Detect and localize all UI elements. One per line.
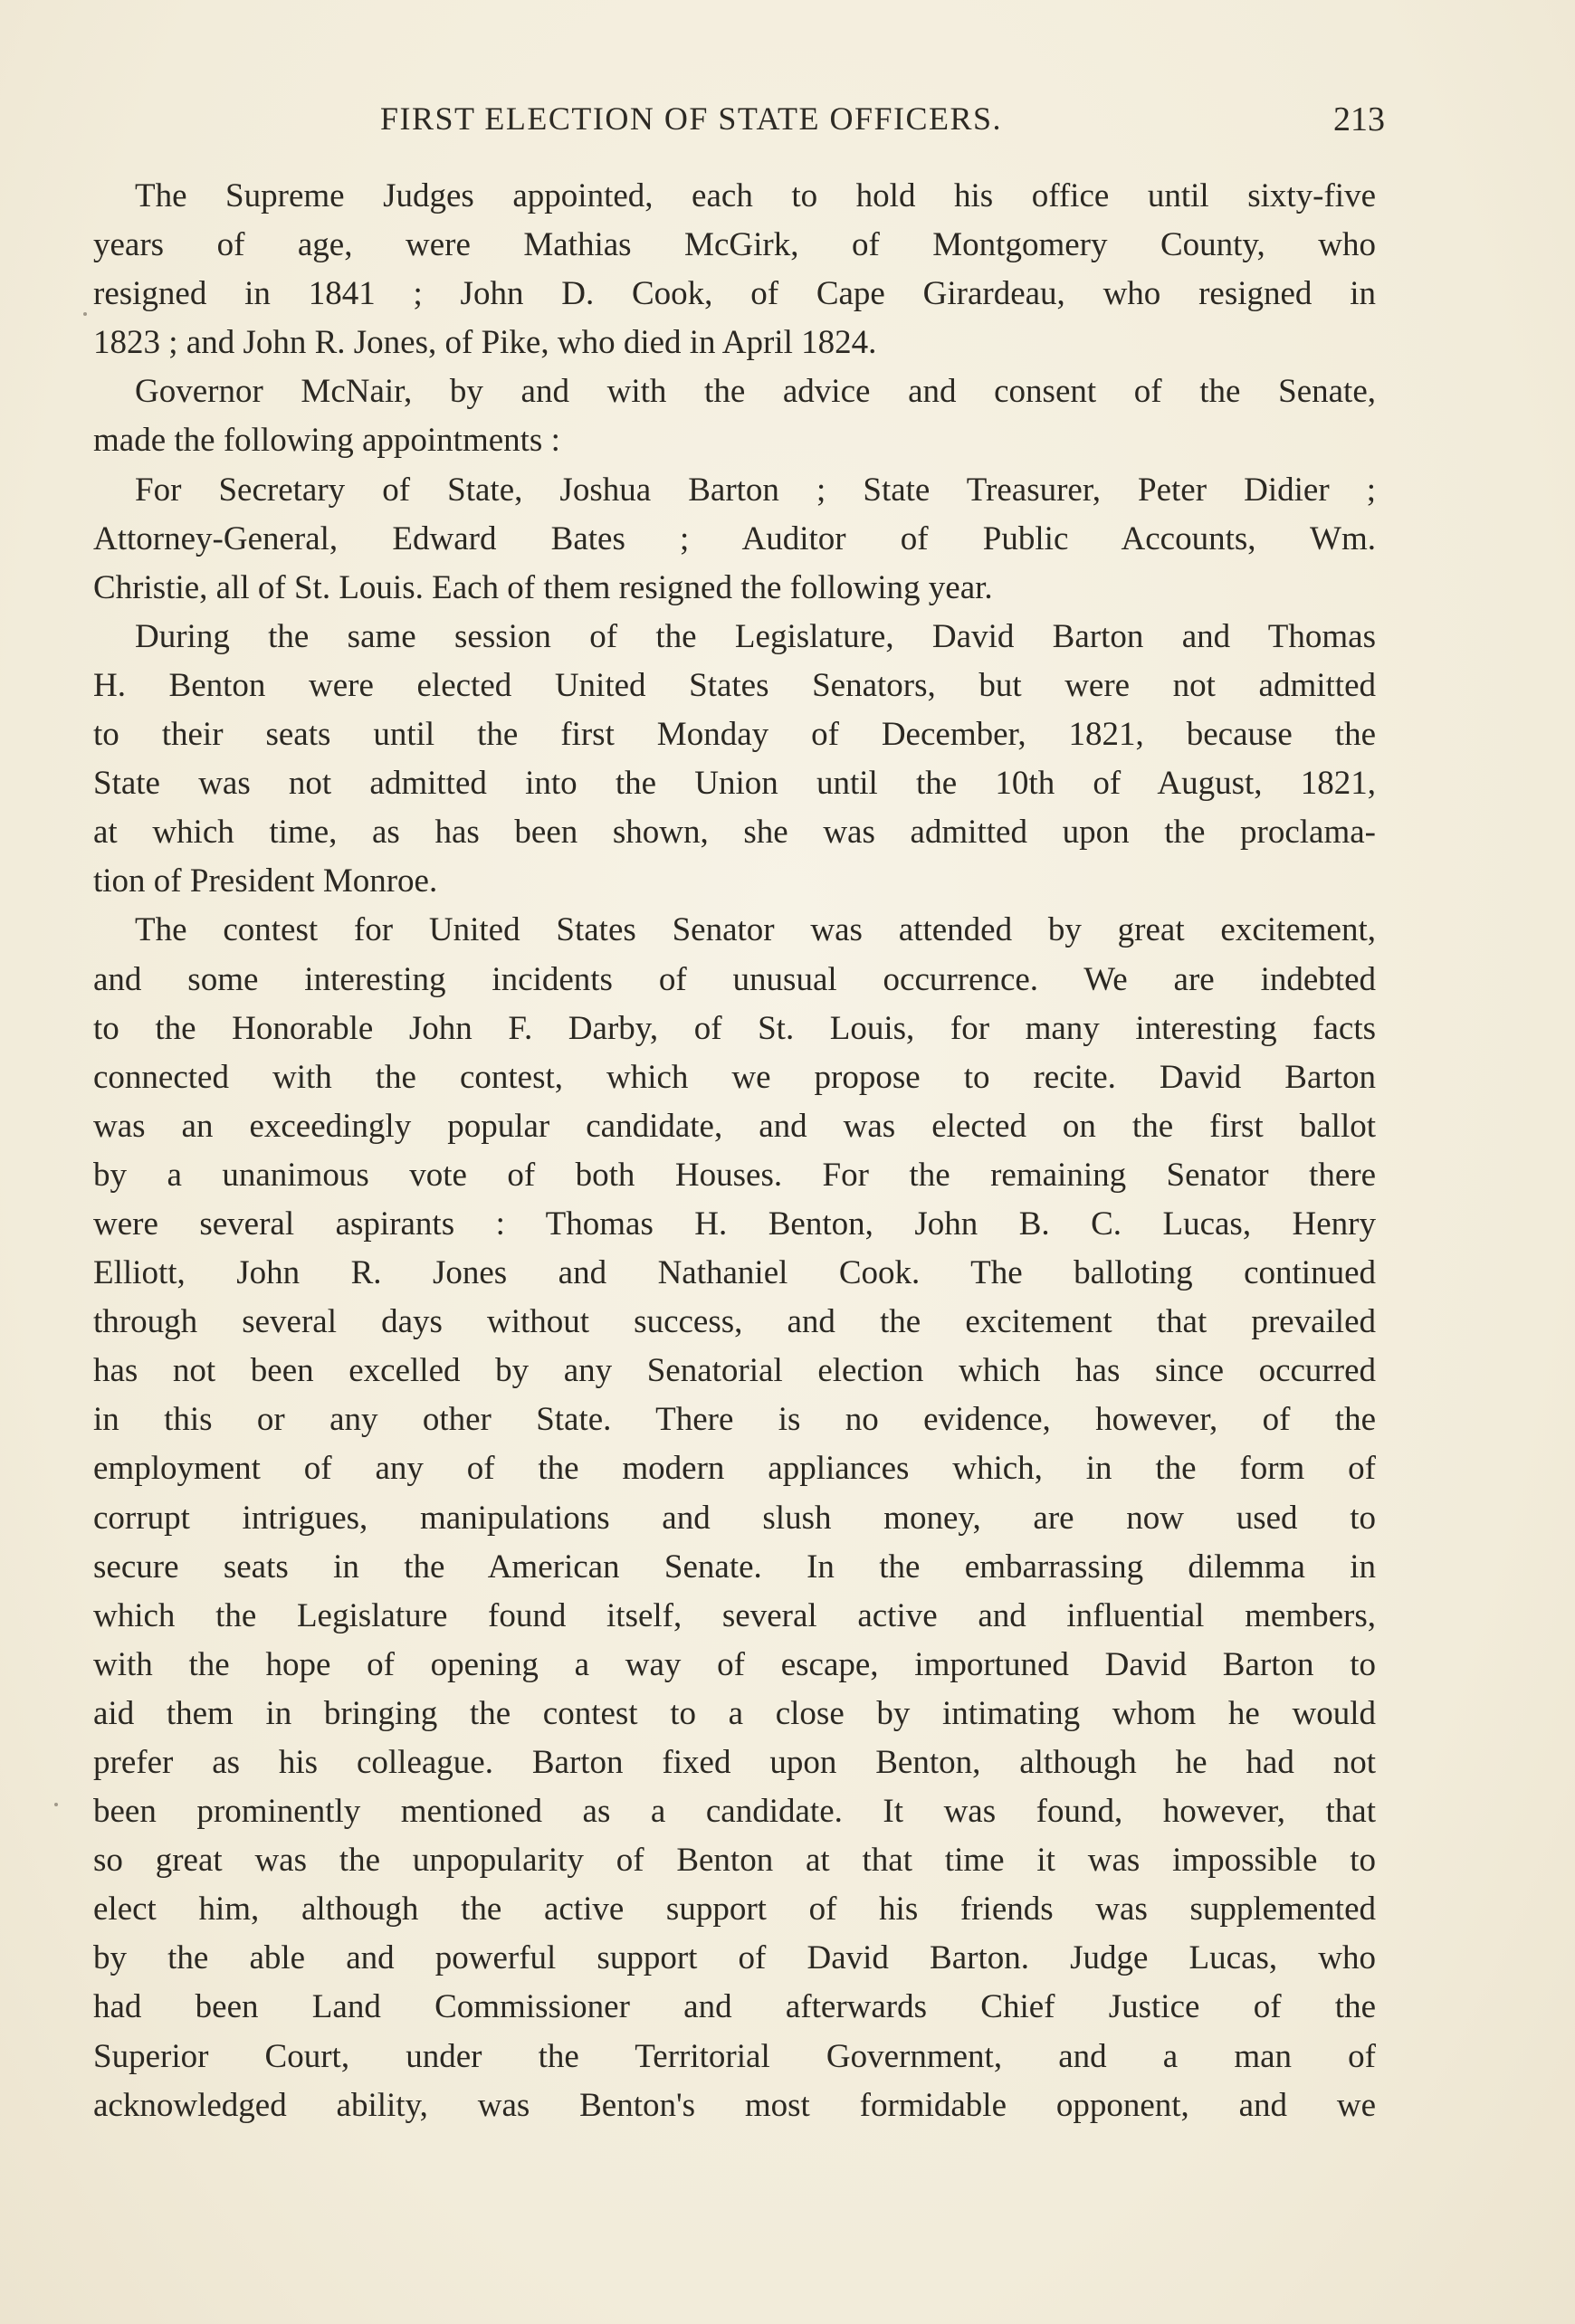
text-line: made the following appointments :: [93, 422, 560, 460]
text-line: corrupt intrigues, manipulations and slush money, are now used to: [93, 1499, 1376, 1537]
text-line: so great was the unpopularity of Benton at that time it was impossible to: [93, 1842, 1376, 1880]
paper-speck: [83, 312, 87, 316]
text-line: Superior Court, under the Territorial Government, and a man of: [93, 2037, 1376, 2075]
paragraph-governor-appointments: [93, 367, 1376, 465]
text-line: State was not admitted into the Union until the 10th of August, 1821,: [93, 765, 1376, 803]
text-line: Christie, all of St. Louis. Each of them resigned the following year.: [93, 568, 993, 606]
text-line: through several days without success, and the excitement that prevailed: [93, 1303, 1376, 1341]
text-line: had been Land Commissioner and afterwards Chief Justice of the: [93, 1988, 1376, 2026]
paragraph-senate-contest: [93, 906, 1376, 2129]
paragraph-state-officers: [93, 466, 1376, 613]
running-head: FIRST ELECTION OF STATE OFFICERS.: [380, 100, 1003, 137]
text-line: by a unanimous vote of both Houses. For the remaining Senator there: [93, 1156, 1376, 1194]
text-line: were several aspirants : Thomas H. Benton, John B. C. Lucas, Henry: [93, 1205, 1376, 1243]
text-line: elect him, although the active support of his friends was supplemented: [93, 1891, 1376, 1929]
text-line: prefer as his colleague. Barton fixed upon Benton, although he had not: [93, 1744, 1376, 1781]
paragraph-supreme-judges: [93, 172, 1376, 367]
text-line: in this or any other State. There is no evidence, however, of the: [93, 1401, 1376, 1439]
paper-speck: [54, 1803, 58, 1806]
text-line: with the hope of opening a way of escape, importuned David Barton to: [93, 1645, 1376, 1683]
text-line: Governor McNair, by and with the advice and consent of the Senate,: [135, 373, 1376, 411]
text-line: H. Benton were elected United States Senators, but were not admitted: [93, 666, 1376, 704]
text-line: been prominently mentioned as a candidate. It was found, however, that: [93, 1793, 1376, 1831]
text-line: 1823 ; and John R. Jones, of Pike, who died in April 1824.: [93, 324, 877, 362]
text-line: at which time, as has been shown, she was admitted upon the proclama-: [93, 814, 1376, 852]
paragraph-senators-elected: [93, 613, 1376, 907]
text-line: to the Honorable John F. Darby, of St. Louis, for many interesting facts: [93, 1009, 1376, 1047]
text-line: years of age, were Mathias McGirk, of Montgomery County, who: [93, 226, 1376, 264]
text-line: aid them in bringing the contest to a close by intimating whom he would: [93, 1694, 1376, 1732]
text-line: which the Legislature found itself, several active and influential members,: [93, 1596, 1376, 1634]
text-line: For Secretary of State, Joshua Barton ; State Treasurer, Peter Didier ;: [135, 471, 1376, 509]
text-line: was an exceedingly popular candidate, and was elected on the first ballot: [93, 1107, 1376, 1145]
body-text: [93, 172, 1376, 2130]
text-line: acknowledged ability, was Benton's most formidable opponent, and we: [93, 2086, 1376, 2124]
text-line: employment of any of the modern appliances which, in the form of: [93, 1450, 1376, 1488]
text-line: connected with the contest, which we propose to recite. David Barton: [93, 1058, 1376, 1096]
text-line: During the same session of the Legislature, David Barton and Thomas: [135, 617, 1376, 655]
text-line: The Supreme Judges appointed, each to hold his office until sixty-five: [135, 177, 1376, 214]
text-line: has not been excelled by any Senatorial election which has since occurred: [93, 1352, 1376, 1390]
text-line: by the able and powerful support of David Barton. Judge Lucas, who: [93, 1939, 1376, 1977]
text-line: resigned in 1841 ; John D. Cook, of Cape Girardeau, who resigned in: [93, 275, 1376, 313]
text-line: Attorney-General, Edward Bates ; Auditor of Public Accounts, Wm.: [93, 519, 1376, 557]
text-line: secure seats in the American Senate. In the embarrassing dilemma in: [93, 1548, 1376, 1586]
text-line: to their seats until the first Monday of December, 1821, because the: [93, 716, 1376, 754]
text-line: Elliott, John R. Jones and Nathaniel Cook. The balloting continued: [93, 1254, 1376, 1292]
page-number: 213: [1333, 100, 1385, 138]
text-line: The contest for United States Senator was attended by great excitement,: [135, 911, 1376, 949]
text-line: and some interesting incidents of unusual occurrence. We are indebted: [93, 960, 1376, 998]
page-header: [91, 100, 1385, 154]
text-line: tion of President Monroe.: [93, 862, 438, 900]
